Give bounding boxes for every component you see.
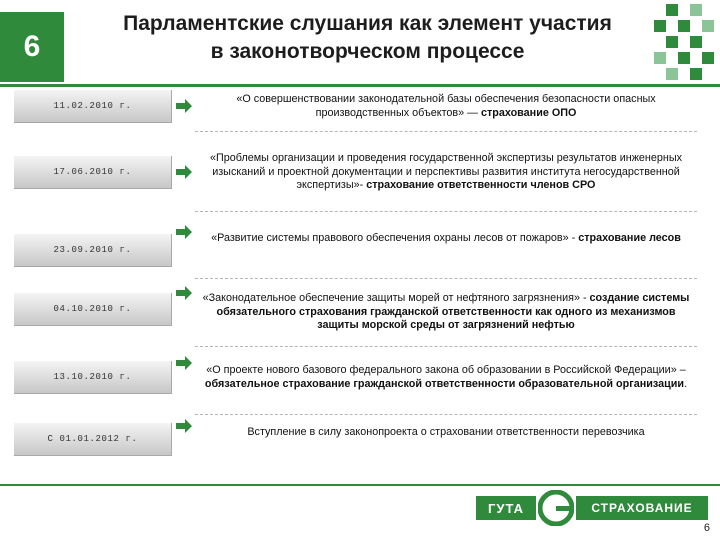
hearing-topic: «Развитие системы правового обеспечения охраны лесов от пожаров» - [211,232,576,244]
hearing-topic: «Законодательное обеспечение защиты морей от нефтяного загрязнения» - [202,292,587,304]
row-divider [195,211,697,212]
hearing-description [195,93,697,120]
arrow-right-icon [176,165,192,179]
hearing-insurance: обязательное страхование гражданской ответственности образовательной организации [204,377,685,390]
slide-number-badge: 6 [0,12,64,82]
hearing-tail: . [684,377,688,390]
hearing-insurance: страхование лесов [578,232,681,244]
header-divider [0,84,720,87]
title-line-1: Парламентские слушания как элемент участия [123,12,612,35]
hearing-date: 23.09.2010 г. [14,234,172,267]
page-number: 6 [703,522,710,534]
hearing-date: 04.10.2010 г. [14,293,172,326]
title-line-2: в законотворческом процессе [210,40,525,63]
hearing-insurance: страхование ОПО [480,106,577,119]
hearing-topic: «О совершенствовании законодательной базы обеспечения безопасности опасных производственных объектов» — [236,93,656,119]
page-title [80,10,655,66]
guta-logo [476,490,708,526]
decorative-mosaic [648,0,720,90]
hearing-description [195,292,697,333]
footer-divider [0,484,720,486]
hearing-topic: «О проекте нового базового федерального закона об образовании в Российской Федерации» – [206,364,686,376]
row-divider [195,346,697,347]
logo-right-text: СТРАХОВАНИЕ [576,496,708,520]
hearing-description [195,152,697,193]
hearing-date: С 01.01.2012 г. [14,423,172,456]
row-divider [195,414,697,415]
arrow-right-icon [176,286,192,300]
logo-g-mark-icon [538,490,574,526]
hearing-description [195,426,697,440]
hearing-description [195,232,697,246]
arrow-right-icon [176,99,192,113]
arrow-right-icon [176,419,192,433]
hearing-topic: «Проблемы организации и проведения государственной экспертизы результатов инженерных изысканий и проектной документации и перспективы развития института негосударственной экспертизы»- [209,152,683,192]
hearing-insurance: страхование ответственности членов СРО [366,179,596,192]
arrow-right-icon [176,356,192,370]
arrow-right-icon [176,225,192,239]
logo-left-text: ГУТА [476,496,536,520]
hearing-date: 11.02.2010 г. [14,90,172,123]
hearing-description [195,364,697,391]
hearing-topic: Вступление в силу законопроекта о страховании ответственности перевозчика [247,426,645,438]
hearing-date: 17.06.2010 г. [14,156,172,189]
row-divider [195,131,697,132]
hearing-insurance: создание системы обязательного страхования гражданской ответственности как одного из механизмов защиты морской среды от загрязнений нефтью [216,292,690,332]
hearing-date: 13.10.2010 г. [14,361,172,394]
row-divider [195,278,697,279]
